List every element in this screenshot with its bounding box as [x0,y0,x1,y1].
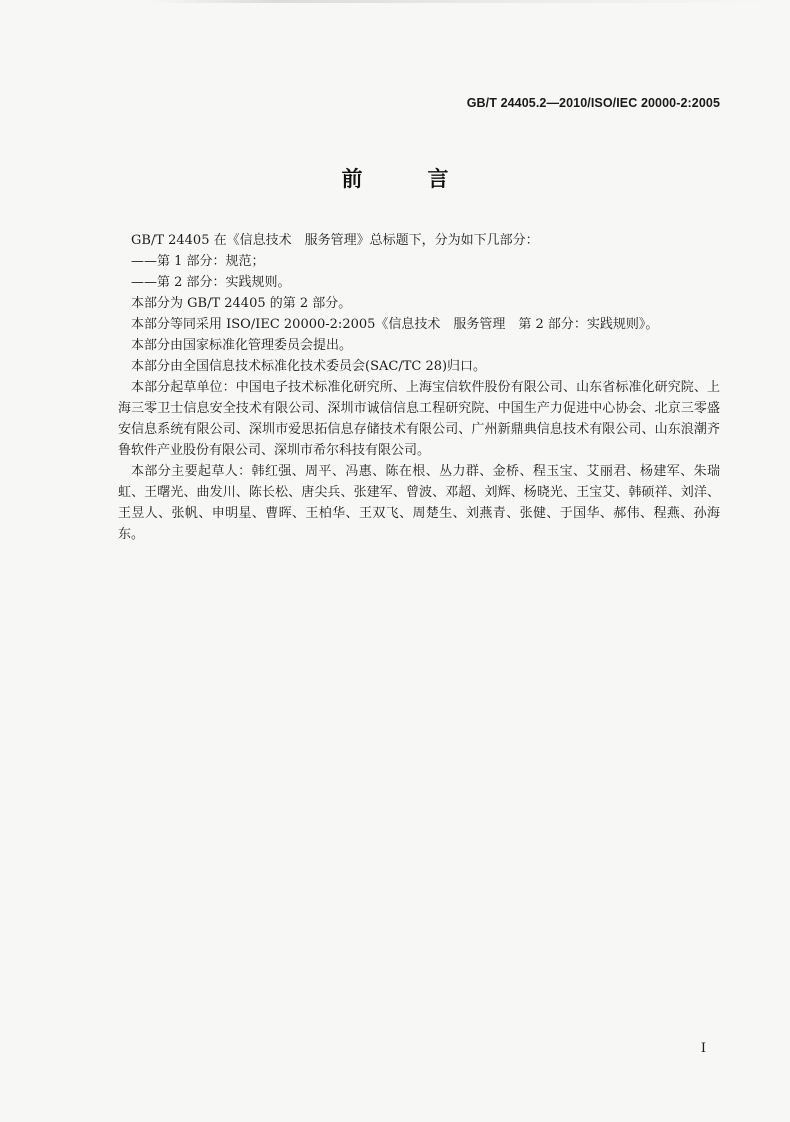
paragraph: GB/T 24405 在《信息技术 服务管理》总标题下，分为如下几部分： [131,233,539,248]
paragraph: 本部分等同采用 ISO/IEC 20000-2:2005《信息技术 服务管理 第 2 部分：实践规则》。 [131,317,659,332]
paragraph: ——第 1 部分：规范； [131,254,265,269]
page-title: 前 言 [341,167,471,191]
paragraph: 本部分由全国信息技术标准化技术委员会(SAC/TC 28)归口。 [131,359,487,374]
standard-code: GB/T 24405.2—2010/ISO/IEC 20000-2:2005 [466,96,720,110]
paragraph: 本部分由国家标准化管理委员会提出。 [131,338,353,353]
paragraph: ——第 2 部分：实践规则。 [131,275,291,290]
paragraph: 本部分主要起草人：韩红强、周平、冯惠、陈在根、丛力群、金桥、程玉宝、艾丽君、杨建军、朱瑞虹、王曙光、曲发川、陈长松、唐尖兵、张建军、曾波、邓超、刘辉、杨晓光、王宝艾、韩硕祥、刘洋、王昱人、张帆、申明星、曹晖、王柏华、王双飞、周楚生、刘燕青、张健、于国华、郝伟、程燕、孙海东。 [118,464,720,542]
paragraph: 本部分起草单位：中国电子技术标准化研究所、上海宝信软件股份有限公司、山东省标准化研究院、上海三零卫士信息安全技术有限公司、深圳市诚信信息工程研究院、中国生产力促进中心协会、北京三零盛安信息系统有限公司、深圳市爱思拓信息存储技术有限公司、广州新鼎典信息技术有限公司、山东浪潮齐鲁软件产业股份有限公司、深圳市希尔科技有限公司。 [118,380,720,458]
foreword-body [118,230,720,545]
paragraph: 本部分为 GB/T 24405 的第 2 部分。 [131,296,352,311]
scan-artifact [150,0,770,3]
page-number: I [700,1041,706,1056]
